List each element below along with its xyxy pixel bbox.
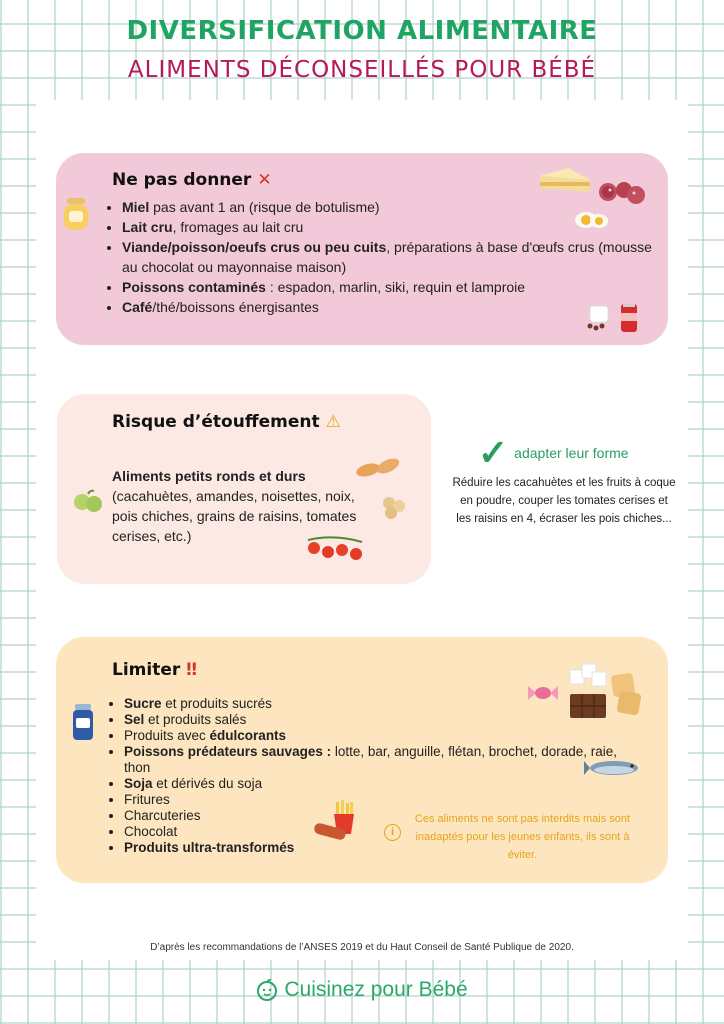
salami-icon [596, 180, 648, 206]
chocolate-icon [568, 692, 608, 720]
advice-heading [478, 432, 629, 473]
brand-logo-icon [256, 978, 278, 1002]
salt-shaker-icon [70, 702, 96, 742]
brand [0, 978, 724, 1002]
honey-jar-icon [60, 196, 92, 232]
list-item: • Sucre et produits sucrés [124, 696, 624, 712]
cheese-icon [538, 166, 592, 196]
list-item: • Café/thé/boissons énergisantes [122, 297, 662, 317]
advice-text: Réduire les cacahuètes et les fruits à coque en poudre, couper les tomates cerises et les raisins en 4, écraser les pois chiches... [452, 477, 676, 525]
list-item: • Poissons contaminés : espadon, marlin, siki, requin et lamproie [122, 277, 662, 297]
cherry-tomatoes-icon [304, 534, 366, 564]
double-exclamation-icon: ‼ [186, 660, 197, 680]
list-item: • Sel et produits salés [124, 712, 624, 728]
list-item: • Fritures [124, 792, 624, 808]
list-item: • Poissons prédateurs sauvages : lotte, bar, anguille, flétan, brochet, dorade, raie, thon [124, 744, 624, 776]
list-item: • Miel pas avant 1 an (risque de botulisme) [122, 197, 662, 217]
sugar-cubes-icon [566, 660, 608, 690]
source-note: D’après les recommandations de l’ANSES 2019 et du Haut Conseil de Santé Publique de 2020. [150, 942, 574, 953]
brand-name: Cuisinez pour Bébé [284, 978, 468, 1001]
egg-icon [574, 206, 610, 232]
limit-title [112, 660, 197, 680]
choking-description: Aliments petits ronds et durs (cacahuètes, amandes, noisettes, noix, pois chiches, grains de raisins, tomates cerises, etc.) [112, 468, 357, 544]
page-title: DIVERSIFICATION ALIMENTAIRE [126, 16, 598, 46]
sausage-icon [310, 820, 350, 842]
biscuits-icon [608, 672, 644, 716]
page-subtitle: ALIMENTS DÉCONSEILLÉS POUR BÉBÉ [127, 57, 597, 83]
avoid-title [112, 170, 272, 190]
chickpeas-icon [380, 494, 408, 520]
limit-note-text: Ces aliments ne sont pas interdits mais sont inadaptés pour les jeunes enfants, ils sont à éviter. [414, 813, 631, 861]
list-item: • Lait cru, fromages au lait cru [122, 217, 662, 237]
check-icon: ✓ [478, 432, 509, 473]
soda-can-icon [618, 302, 640, 334]
list-item: • Viande/poisson/oeufs crus ou peu cuits, préparations à base d'œufs crus (mousse au chocolat ou mayonnaise maison) [122, 237, 662, 277]
list-item: • Produits avec édulcorants [124, 728, 624, 744]
limit-title-text: Limiter [112, 660, 181, 680]
cross-icon: ✕ [257, 170, 272, 190]
peanuts-icon [354, 456, 402, 482]
grapes-icon [72, 488, 106, 514]
list-item: • Produits ultra-transformés [124, 840, 624, 856]
advice-title: adapter leur forme [514, 445, 629, 461]
coffee-cup-icon [584, 302, 614, 332]
choking-title-text: Risque d’étouffement [112, 412, 320, 432]
fish-icon [584, 756, 648, 780]
info-icon: i [384, 824, 401, 841]
limit-note [384, 810, 636, 864]
list-item: • Chocolat [124, 824, 624, 840]
choking-title [112, 412, 341, 432]
list-item: • Charcuteries [124, 808, 624, 824]
warning-icon: ⚠ [325, 412, 341, 432]
avoid-title-text: Ne pas donner [112, 170, 252, 190]
candy-icon [526, 682, 560, 704]
list-item: • Soja et dérivés du soja [124, 776, 624, 792]
